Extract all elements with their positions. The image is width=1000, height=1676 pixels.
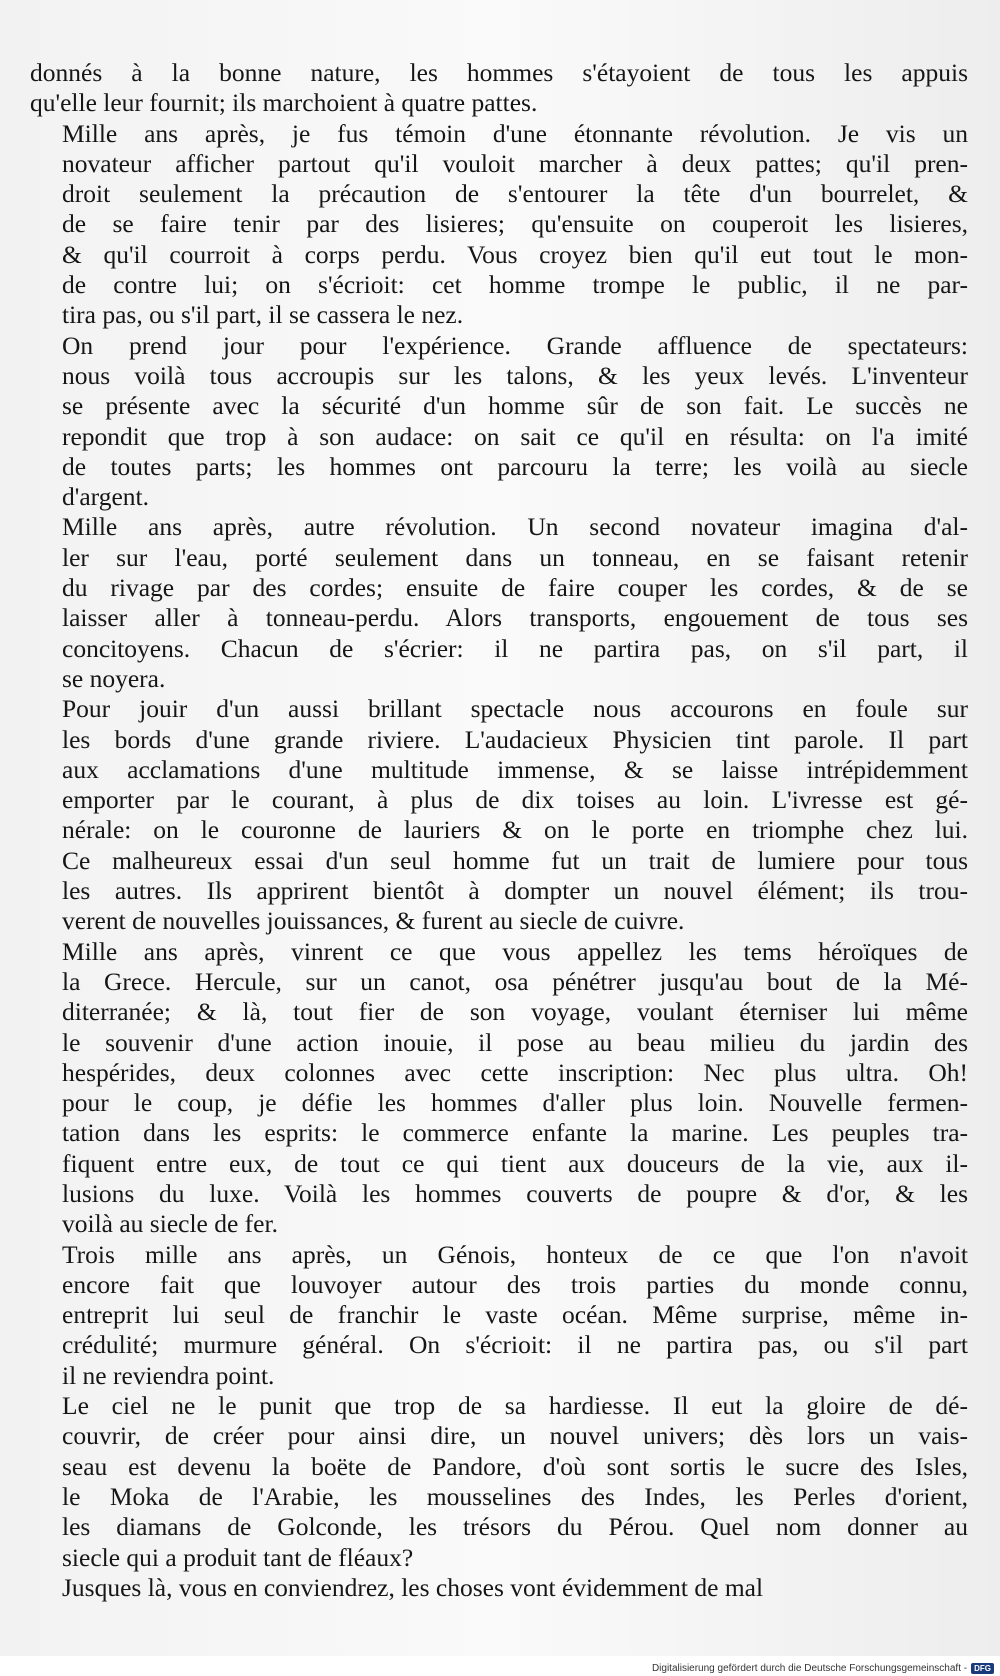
text-line: concitoyens. Chacun de s'écrier: il ne partira pas, on s'il part, il (62, 633, 968, 663)
text-line: Mille ans après, je fus témoin d'une étonnante révolution. Je vis un (62, 118, 968, 148)
text-line: les autres. Ils apprirent bientôt à dompter un nouvel élément; ils trou- (62, 876, 968, 906)
text-line: donnés à la bonne nature, les hommes s'étayoient de tous les appuis (30, 58, 968, 87)
text-line: nous voilà tous accroupis sur les talons, & les yeux levés. L'inventeur (62, 360, 968, 390)
text-line: tation dans les esprits: le commerce enfante la marine. Les peuples tra- (62, 1118, 968, 1148)
text-line: de toutes parts; les hommes ont parcouru la terre; les voilà au siecle (62, 451, 968, 481)
text-line: Le ciel ne le punit que trop de sa hardiesse. Il eut la gloire de dé- (62, 1391, 968, 1421)
text-line: lusions du luxe. Voilà les hommes couverts de poupre & d'or, & les (62, 1178, 968, 1208)
text-line: pour le coup, je défie les hommes d'aller plus loin. Nouvelle fermen- (62, 1088, 968, 1118)
text-line: d'argent. (62, 482, 149, 512)
text-line: ler sur l'eau, porté seulement dans un tonneau, en se faisant retenir (62, 542, 968, 572)
text-line: droit seulement la précaution de s'entourer la tête d'un bourrelet, & (62, 179, 968, 209)
footer (0, 1660, 1000, 1676)
text-line: crédulité; murmure général. On s'écrioit: il ne partira pas, ou s'il part (62, 1330, 968, 1360)
text-line: aux acclamations d'une multitude immense, & se laisse intrépidemment (62, 754, 968, 784)
text-line: seau est devenu la boëte de Pandore, d'où sont sortis le sucre des Isles, (62, 1451, 968, 1481)
dfg-logo: DFG (971, 1663, 994, 1674)
paragraph (30, 119, 968, 331)
paragraph (30, 937, 968, 1240)
footer-credit: Digitalisierung gefördert durch die Deutsche Forschungsgemeinschaft - (651, 1662, 968, 1674)
text-line: repondit que trop à son audace: on sait ce qu'il en résulta: on l'a imité (62, 421, 968, 451)
paragraph (30, 512, 968, 694)
paragraph (30, 58, 968, 119)
text-line: le souvenir d'une action inouie, il pose au beau milieu du jardin des (62, 1027, 968, 1057)
text-line: diterranée; & là, tout fier de son voyage, voulant éterniser lui même (62, 997, 968, 1027)
text-line: novateur afficher partout qu'il vouloit marcher à deux pattes; qu'il pren- (62, 148, 968, 178)
text-line: fiquent entre eux, de tout ce qui tient aux douceurs de la vie, aux il- (62, 1148, 968, 1178)
paragraph (30, 331, 968, 513)
text-line: Trois mille ans après, un Génois, honteux de ce que l'on n'avoit (62, 1239, 968, 1269)
text-line: hespérides, deux colonnes avec cette inscription: Nec plus ultra. Oh! (62, 1057, 968, 1087)
paragraph (30, 1573, 968, 1603)
text-line: il ne reviendra point. (62, 1360, 275, 1390)
text-line: Ce malheureux essai d'un seul homme fut un trait de lumiere pour tous (62, 845, 968, 875)
page-text (30, 58, 968, 1603)
text-line: Mille ans après, autre révolution. Un second novateur imagina d'al- (62, 512, 968, 542)
text-line: la Grece. Hercule, sur un canot, osa pénétrer jusqu'au bout de la Mé- (62, 966, 968, 996)
text-line: entreprit lui seul de franchir le vaste océan. Même surprise, même in- (62, 1300, 968, 1330)
text-line: les diamans de Golconde, les trésors du Pérou. Quel nom donner au (62, 1512, 968, 1542)
text-line: les bords d'une grande riviere. L'audacieux Physicien tint parole. Il part (62, 724, 968, 754)
text-line: nérale: on le couronne de lauriers & on le porte en triomphe chez lui. (62, 815, 968, 845)
text-line: emporter par le courant, à plus de dix toises au loin. L'ivresse est gé- (62, 785, 968, 815)
paragraph (30, 694, 968, 936)
text-line: Pour jouir d'un aussi brillant spectacle nous accourons en foule sur (62, 694, 968, 724)
text-line: verent de nouvelles jouissances, & furent au siecle de cuivre. (62, 906, 685, 936)
text-line: du rivage par des cordes; ensuite de faire couper les cordes, & de se (62, 573, 968, 603)
text-line: voilà au siecle de fer. (62, 1209, 278, 1239)
text-line: encore fait que louvoyer autour des trois parties du monde connu, (62, 1269, 968, 1299)
text-line: Mille ans après, vinrent ce que vous appellez les tems héroïques de (62, 936, 968, 966)
text-line: & qu'il courroit à corps perdu. Vous croyez bien qu'il eut tout le mon- (62, 239, 968, 269)
text-line: se noyera. (62, 663, 166, 693)
text-line: se présente avec la sécurité d'un homme sûr de son fait. Le succès ne (62, 391, 968, 421)
text-line: Jusques là, vous en conviendrez, les choses vont évidemment de mal (62, 1572, 764, 1602)
text-line: couvrir, de créer pour ainsi dire, un nouvel univers; dès lors un vais- (62, 1421, 968, 1451)
text-line: siecle qui a produit tant de fléaux? (62, 1542, 414, 1572)
paragraph (30, 1391, 968, 1573)
text-line: de se faire tenir par des lisieres; qu'ensuite on couperoit les lisieres, (62, 209, 968, 239)
text-line: qu'elle leur fournit; ils marchoient à quatre pattes. (30, 88, 538, 118)
text-line: le Moka de l'Arabie, les mousselines des Indes, les Perles d'orient, (62, 1481, 968, 1511)
text-line: de contre lui; on s'écrioit: cet homme trompe le public, il ne par- (62, 270, 968, 300)
text-line: tira pas, ou s'il part, il se cassera le nez. (62, 300, 464, 330)
paragraph (30, 1240, 968, 1391)
text-line: On prend jour pour l'expérience. Grande affluence de spectateurs: (62, 330, 968, 360)
text-line: laisser aller à tonneau-perdu. Alors transports, engouement de tous ses (62, 603, 968, 633)
